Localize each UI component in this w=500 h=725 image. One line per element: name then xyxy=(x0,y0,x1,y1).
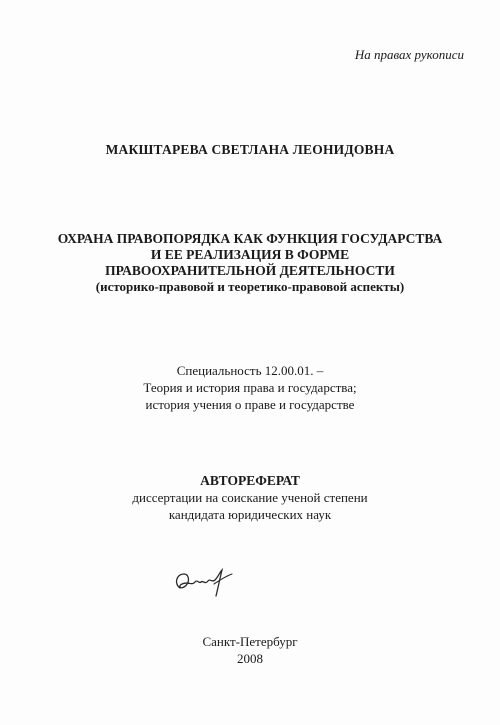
dissertation-title xyxy=(40,231,460,295)
specialty-line-2: Теория и история права и государства; xyxy=(143,380,357,395)
author-name: МАКШТАРЕВА СВЕТЛАНА ЛЕОНИДОВНА xyxy=(105,142,395,157)
abstract-line-1: диссертации на соискание ученой степени xyxy=(132,490,368,505)
publication-year: 2008 xyxy=(237,651,263,666)
abstract-block xyxy=(0,472,500,523)
manuscript-rights-note: На правах рукописи xyxy=(354,47,464,62)
title-line-2: И ЕЕ РЕАЛИЗАЦИЯ В ФОРМЕ xyxy=(150,247,350,262)
publication-city: Санкт-Петербург xyxy=(202,634,298,649)
title-line-1: ОХРАНА ПРАВОПОРЯДКА КАК ФУНКЦИЯ ГОСУДАРСТВА xyxy=(57,231,443,246)
title-line-3: ПРАВООХРАНИТЕЛЬНОЙ ДЕЯТЕЛЬНОСТИ xyxy=(105,263,395,278)
abstract-heading: АВТОРЕФЕРАТ xyxy=(200,473,300,488)
handwritten-signature xyxy=(170,560,240,604)
specialty-block xyxy=(0,362,500,413)
specialty-line-3: история учения о праве и государстве xyxy=(145,397,355,412)
specialty-line-1: Специальность 12.00.01. – xyxy=(176,363,324,378)
title-subtitle: (историко-правовой и теоретико-правовой аспекты) xyxy=(95,279,405,294)
publication-info xyxy=(0,633,500,667)
abstract-line-2: кандидата юридических наук xyxy=(168,507,332,522)
